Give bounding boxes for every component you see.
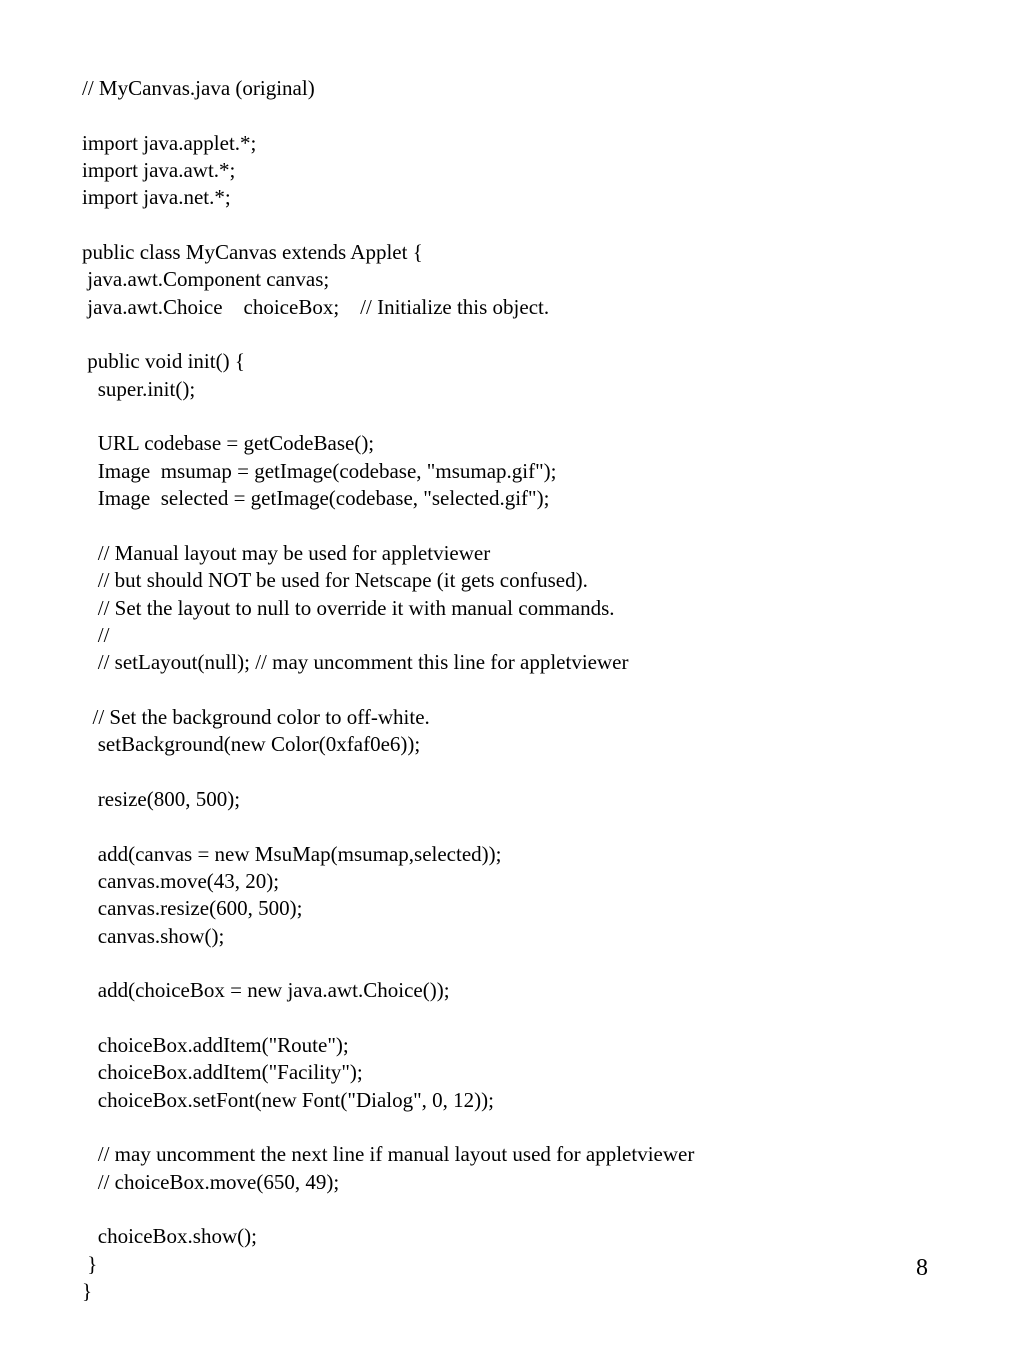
code-line (82, 1196, 982, 1223)
code-line (82, 1114, 982, 1141)
code-line: import java.applet.*; (82, 130, 257, 155)
code-line: setBackground(new Color(0xfaf0e6)); (82, 732, 421, 757)
code-line: add(choiceBox = new java.awt.Choice()); (82, 978, 450, 1003)
code-line (82, 677, 982, 704)
code-line: // but should NOT be used for Netscape (it gets confused). (82, 568, 588, 593)
code-line (82, 813, 982, 840)
code-line: // Set the background color to off-white. (82, 704, 430, 729)
page-number: 8 (916, 1255, 928, 1281)
code-line: Image msumap = getImage(codebase, "msumap.gif"); (82, 458, 557, 483)
code-line: // choiceBox.move(650, 49); (82, 1169, 340, 1194)
code-line: } (82, 1251, 98, 1276)
code-line (82, 759, 982, 786)
code-line: canvas.resize(600, 500); (82, 896, 303, 921)
code-listing (82, 75, 982, 1305)
code-line: choiceBox.addItem("Route"); (82, 1033, 349, 1058)
code-line: import java.net.*; (82, 185, 231, 210)
code-line: java.awt.Component canvas; (82, 267, 330, 292)
code-line: canvas.show(); (82, 923, 225, 948)
code-line: // may uncomment the next line if manual layout used for appletviewer (82, 1142, 695, 1167)
code-line (82, 102, 982, 129)
code-line: } (82, 1279, 93, 1304)
code-line (82, 403, 982, 430)
code-line: resize(800, 500); (82, 786, 241, 811)
code-line: // (82, 622, 110, 647)
code-line: java.awt.Choice choiceBox; // Initialize this object. (82, 294, 550, 319)
code-line: public class MyCanvas extends Applet { (82, 240, 423, 265)
code-line: // Set the layout to null to override it with manual commands. (82, 595, 615, 620)
code-line: canvas.move(43, 20); (82, 868, 280, 893)
code-line: URL codebase = getCodeBase(); (82, 431, 375, 456)
code-line: // MyCanvas.java (original) (82, 76, 315, 100)
code-line: import java.awt.*; (82, 158, 236, 183)
code-line: // setLayout(null); // may uncomment this line for appletviewer (82, 650, 629, 675)
code-line: choiceBox.show(); (82, 1224, 257, 1249)
code-line (82, 513, 982, 540)
code-line (82, 1005, 982, 1032)
code-line (82, 321, 982, 348)
code-line: super.init(); (82, 376, 196, 401)
code-line: choiceBox.addItem("Facility"); (82, 1060, 363, 1085)
code-line: public void init() { (82, 349, 245, 374)
code-line: // Manual layout may be used for appletviewer (82, 540, 491, 565)
code-line: Image selected = getImage(codebase, "selected.gif"); (82, 486, 550, 511)
code-line (82, 212, 982, 239)
code-line (82, 950, 982, 977)
code-line: add(canvas = new MsuMap(msumap,selected)); (82, 841, 502, 866)
code-line: choiceBox.setFont(new Font("Dialog", 0, 12)); (82, 1087, 495, 1112)
